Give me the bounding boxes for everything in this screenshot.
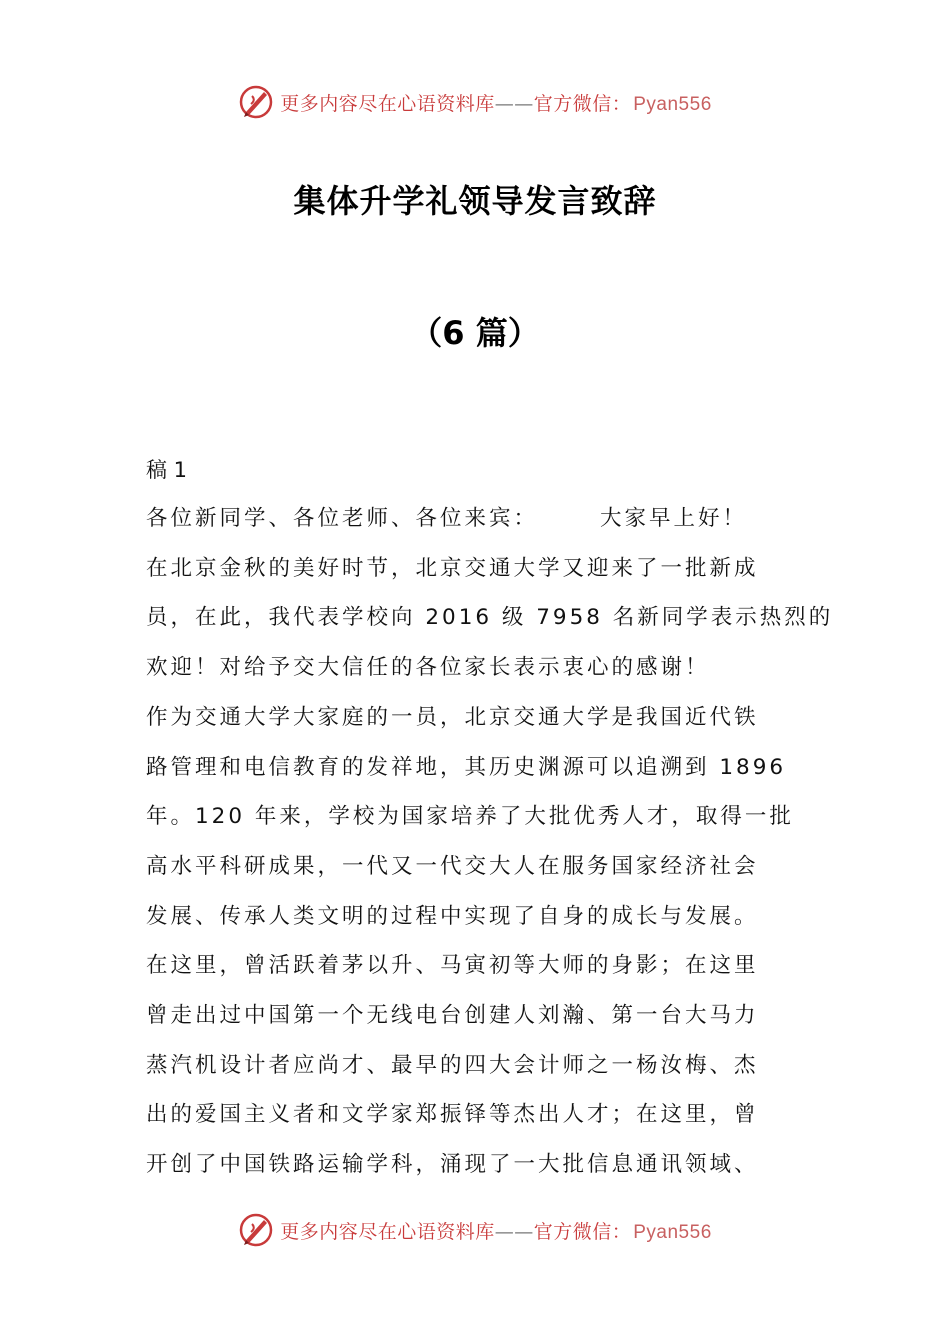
wechat-id: Pyan556 [633,1221,712,1243]
paragraph-line: 欢迎！对给予交大信任的各位家长表示衷心的感谢！ [146,655,710,681]
banner-text: 更多内容尽在心语资料库——官方微信： Pyan556 [280,92,712,115]
paragraph-line: 发展、传承人类文明的过程中实现了自身的成长与发展。 [146,903,759,929]
pen-logo-icon [238,84,274,120]
wechat-id: Pyan556 [633,93,712,115]
document-subtitle: （6 篇） [410,314,540,352]
pen-logo-icon [238,1212,274,1248]
footer-banner [0,1210,950,1250]
paragraph-line: 开创了中国铁路运输学科，涌现了一大批信息通讯领域、 [146,1152,759,1178]
section-label: 稿 1 [146,458,188,482]
paragraph-line: 蒸汽机设计者应尚才、最早的四大会计师之一杨汝梅、杰 [146,1052,759,1078]
paragraph-line: 路管理和电信教育的发祥地，其历史渊源可以追溯到 1896 [146,754,787,780]
paragraph-line: 年。120 年来，学校为国家培养了大批优秀人才，取得一批 [146,804,794,830]
greeting-line: 各位新同学、各位老师、各位来宾： 大家早上好！ [146,506,748,531]
paragraph-line: 高水平科研成果，一代又一代交大人在服务国家经济社会 [146,853,759,879]
paragraph-line: 出的爱国主义者和文学家郑振铎等杰出人才；在这里，曾 [146,1102,759,1128]
banner-text: 更多内容尽在心语资料库——官方微信： Pyan556 [280,1220,712,1243]
paragraph-line: 在北京金秋的美好时节，北京交通大学又迎来了一批新成 [146,555,759,581]
document-title: 集体升学礼领导发言致辞 [293,182,657,220]
paragraph-line: 作为交通大学大家庭的一员，北京交通大学是我国近代铁 [146,704,759,730]
document-body [146,494,834,1190]
paragraph-line: 员，在此，我代表学校向 2016 级 7958 名新同学表示热烈的 [146,605,834,631]
header-banner [0,82,950,122]
paragraph-line: 在这里，曾活跃着茅以升、马寅初等大师的身影；在这里 [146,953,759,979]
paragraph-line: 曾走出过中国第一个无线电台创建人刘瀚、第一台大马力 [146,1003,759,1029]
